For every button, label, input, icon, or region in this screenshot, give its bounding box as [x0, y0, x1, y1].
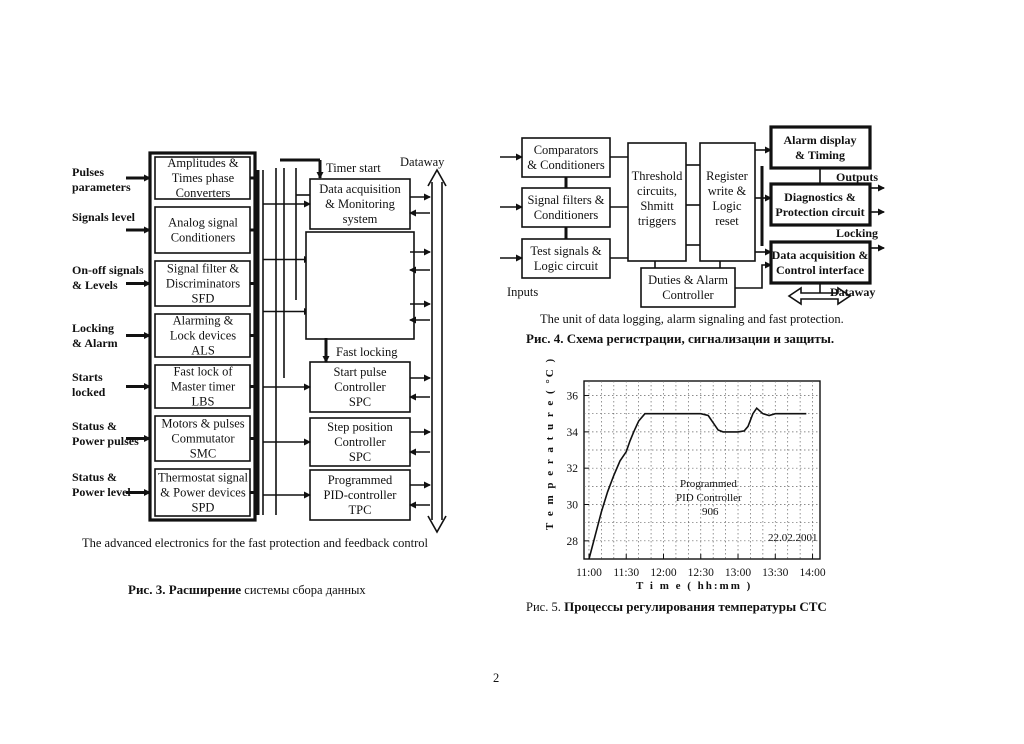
- fig3-input-label-3-line-2: & Levels: [72, 278, 118, 292]
- fig4-threshold-line-3: Shmitt: [640, 199, 674, 213]
- fig3-fast-locking: Fast locking: [336, 345, 398, 359]
- fig4-input-block-1-line-2: & Conditioners: [527, 158, 605, 172]
- fig4-output-block-1-line-2: & Timing: [795, 148, 845, 162]
- fig4-threshold-line-4: triggers: [637, 214, 677, 228]
- chart-ylabel: T e m p e r a t u r e ( °C ): [544, 356, 556, 530]
- chart-xlabel: T i m e ( hh:mm ): [636, 580, 753, 592]
- fig4-caption-ru: Рис. 4. Схема регистрации, сигнализации и защиты.: [526, 331, 835, 346]
- fig3-input-label-2-line-1: Signals level: [72, 210, 136, 224]
- fig3-left-block-5-line-2: Master timer: [170, 379, 236, 394]
- fig3-input-label-1-line-1: Pulses: [72, 165, 105, 179]
- fig3-input-label-5-line-1: Starts: [72, 370, 103, 384]
- fig3-dataway-bus: [428, 170, 446, 532]
- fig4-register-line-4: reset: [715, 214, 739, 228]
- chart-annotation-line-2: PID Controller: [676, 492, 742, 504]
- fig3-right-block-4-line-2: Controller: [334, 380, 386, 394]
- fig4-duties-line-1: Duties & Alarm: [648, 273, 728, 287]
- chart-x-tick-label: 11:00: [576, 567, 602, 579]
- chart-x-tick-label: 12:30: [687, 567, 714, 579]
- fig3-input-label-6-line-2: Power pulses: [72, 434, 139, 448]
- fig3-left-block-4-line-2: Lock devices: [169, 328, 237, 343]
- figure-4-block-diagram: [500, 127, 884, 346]
- fig3-left-block-1-line-3: Converters: [175, 186, 231, 200]
- fig3-right-block-1-line-1: Data acquisition: [319, 182, 401, 196]
- fig3-input-label-4-line-1: Locking: [72, 321, 115, 335]
- fig3-left-block-7-line-3: SPD: [191, 500, 215, 515]
- fig3-caption-ru: Рис. 3. Расширение системы сбора данных: [128, 582, 366, 597]
- fig3-left-block-4-line-1: Alarming &: [172, 313, 234, 328]
- fig3-left-block-6-line-1: Motors & pulses: [161, 416, 245, 431]
- chart-x-tick-label: 13:30: [762, 567, 789, 579]
- chart-annotation-line-3: 906: [702, 506, 719, 518]
- chart-y-tick-label: 34: [566, 426, 578, 439]
- fig4-input-block-2-line-1: Signal filters &: [527, 193, 605, 207]
- fig4-output-block-2-line-1: Diagnostics &: [784, 190, 856, 204]
- fig5-caption: Рис. 5. Процессы регулирования температуры СТС: [526, 599, 827, 614]
- fig3-left-block-3-line-2: Discriminators: [165, 276, 241, 291]
- chart-y-tick-label: 30: [566, 499, 578, 512]
- figure-3-block-diagram: [72, 153, 446, 597]
- fig3-left-block-2-line-2: Conditioners: [170, 230, 236, 245]
- chart-x-tick-label: 13:00: [724, 567, 752, 579]
- fig4-inputs-label: Inputs: [507, 285, 539, 299]
- fig4-register-line-2: write &: [707, 184, 747, 198]
- fig3-left-block-1-line-1: Amplitudes &: [167, 156, 239, 170]
- fig3-right-block-6-line-1: Programmed: [327, 473, 393, 487]
- fig3-right-block-6-line-2: PID-controller: [323, 488, 397, 502]
- fig4-input-block-1-line-1: Comparators: [533, 143, 599, 157]
- fig4-threshold-line-1: Threshold: [631, 169, 683, 183]
- chart-x-tick-label: 12:00: [650, 567, 677, 579]
- fig3-left-block-7-line-1: Thermostat signal: [158, 470, 248, 485]
- fig4-input-block-3-line-1: Test signals &: [530, 244, 602, 258]
- fig4-outputs-label: Outputs: [836, 170, 879, 184]
- fig3-right-block-4-line-1: Start pulse: [333, 365, 387, 379]
- fig4-output-block-3-line-1: Data acquisition &: [771, 248, 869, 262]
- fig4-duties-line-2: Controller: [662, 288, 714, 302]
- chart-y-tick-label: 36: [566, 390, 578, 403]
- fig3-dataway-label: Dataway: [400, 155, 445, 169]
- fig3-input-label-5-line-2: locked: [72, 385, 106, 399]
- fig3-timer-start: Timer start: [326, 161, 381, 175]
- fig4-dataway-label: Dataway: [830, 285, 876, 299]
- fig3-left-block-5-line-1: Fast lock of: [173, 364, 233, 379]
- fig3-caption-en: The advanced electronics for the fast protection and feedback control: [82, 536, 429, 550]
- fig3-input-label-1-line-2: parameters: [72, 180, 131, 194]
- fig3-left-block-3-line-1: Signal filter &: [166, 261, 240, 276]
- figure-5-temperature-chart: [526, 357, 827, 614]
- fig3-right-block-5-line-2: Controller: [334, 435, 386, 449]
- fig3-right-block-6-line-3: TPC: [348, 503, 372, 517]
- fig3-left-block-6-line-3: SMC: [189, 446, 217, 461]
- chart-date: 22.02.2001: [768, 532, 818, 544]
- chart-x-tick-label: 11:30: [613, 567, 640, 579]
- fig3-input-label-4-line-2: & Alarm: [72, 336, 118, 350]
- chart-y-tick-label: 32: [566, 463, 578, 476]
- chart-x-tick-label: 14:00: [799, 567, 826, 579]
- fig3-left-block-3-line-3: SFD: [191, 291, 215, 306]
- fig4-output-block-3-line-2: Control interface: [775, 263, 865, 277]
- chart-annotation-line-1: Programmed: [680, 478, 737, 490]
- fig4-input-block-2-line-2: Conditioners: [533, 208, 599, 222]
- fig3-left-block-7-line-2: & Power devices: [160, 485, 246, 500]
- fig4-output-block-1-line-1: Alarm display: [783, 133, 857, 147]
- fig3-left-block-5-line-3: LBS: [191, 394, 215, 409]
- fig4-output-block-2-line-2: Protection circuit: [775, 205, 865, 219]
- fig3-input-label-7-line-2: Power level: [72, 485, 131, 499]
- fig3-right-block-5-line-3: SPC: [348, 450, 372, 464]
- fig3-left-block-6-line-2: Commutator: [171, 431, 235, 446]
- fig3-input-label-7-line-1: Status &: [72, 470, 118, 484]
- fig4-register-line-3: Logic: [712, 199, 742, 213]
- fig3-alarm-group-frame: [306, 232, 414, 339]
- fig4-register-line-1: Register: [706, 169, 748, 183]
- fig3-right-block-4-line-3: SPC: [348, 395, 372, 409]
- page-number: 2: [493, 671, 500, 685]
- fig4-threshold-line-2: circuits,: [637, 184, 677, 198]
- fig3-left-block-1-line-2: Times phase: [171, 171, 235, 185]
- fig4-input-block-3-line-2: Logic circuit: [533, 259, 599, 273]
- fig3-right-block-1-line-3: system: [342, 212, 378, 226]
- fig3-left-block-4-line-3: ALS: [191, 343, 215, 358]
- fig3-right-block-1-line-2: & Monitoring: [325, 197, 395, 211]
- fig3-right-block-5-line-1: Step position: [327, 420, 393, 434]
- chart-y-tick-label: 28: [566, 535, 578, 548]
- fig4-caption-en: The unit of data logging, alarm signaling and fast protection.: [540, 312, 844, 326]
- fig3-input-label-3-line-1: On-off signals: [72, 263, 144, 277]
- fig3-input-label-6-line-1: Status &: [72, 419, 118, 433]
- fig3-left-block-2-line-1: Analog signal: [168, 215, 238, 230]
- fig4-locking-label: Locking: [836, 226, 879, 240]
